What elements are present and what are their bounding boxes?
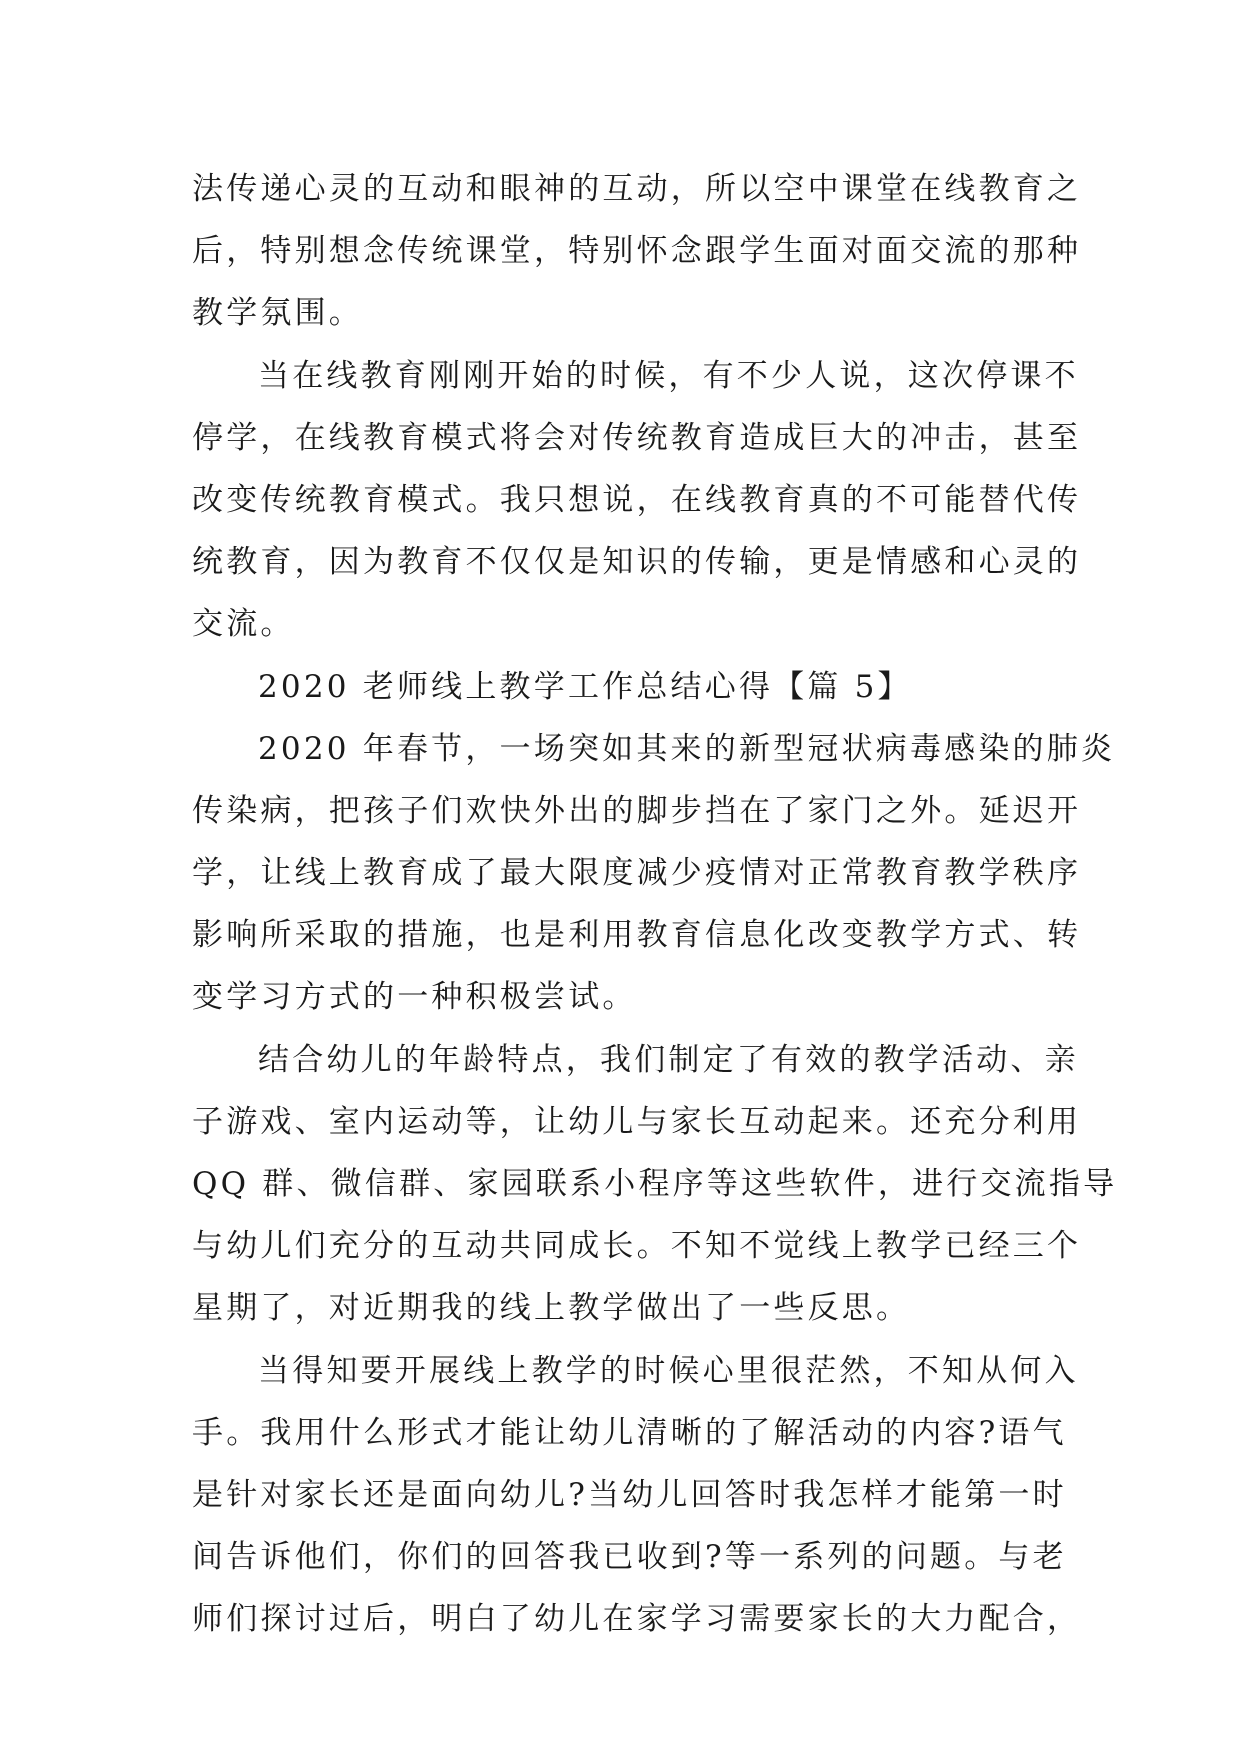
- text-line: 手。我用什么形式才能让幼儿清晰的了解活动的内容?语气: [192, 1414, 1067, 1451]
- text-line: 与幼儿们充分的互动共同成长。不知不觉线上教学已经三个: [192, 1228, 1082, 1265]
- text-line: 师们探讨过后，明白了幼儿在家学习需要家长的大力配合，: [192, 1601, 1082, 1638]
- text-line: 是针对家长还是面向幼儿?当幼儿回答时我怎样才能第一时: [192, 1476, 1067, 1513]
- text-line: 教学氛围。: [192, 295, 363, 332]
- text-line: 传染病，把孩子们欢快外出的脚步挡在了家门之外。延迟开: [192, 792, 1082, 829]
- text-line: 改变传统教育模式。我只想说，在线教育真的不可能替代传: [192, 481, 1082, 518]
- paragraph-start-line: 当得知要开展线上教学的时候心里很茫然，不知从何入: [258, 1352, 1079, 1389]
- text-line: 法传递心灵的互动和眼神的互动，所以空中课堂在线教育之: [192, 171, 1082, 207]
- text-line: QQ 群、微信群、家园联系小程序等这些软件，进行交流指导: [192, 1166, 1118, 1202]
- text-line: 统教育，因为教育不仅仅是知识的传输，更是情感和心灵的: [192, 544, 1082, 581]
- body-text: [192, 158, 1118, 1651]
- text-line: 影响所采取的措施，也是利用教育信息化改变教学方式、转: [192, 917, 1082, 954]
- text-line: 星期了，对近期我的线上教学做出了一些反思。: [192, 1290, 911, 1327]
- text-line: 停学，在线教育模式将会对传统教育造成巨大的冲击，甚至: [192, 419, 1082, 456]
- text-line: 间告诉他们，你们的回答我已收到?等一系列的问题。与老: [192, 1539, 1067, 1576]
- text-line: 交流。: [192, 606, 295, 643]
- paragraph-start-line: 结合幼儿的年龄特点，我们制定了有效的教学活动、亲: [258, 1041, 1079, 1078]
- paragraph-start-line: 2020 年春节，一场突如其来的新型冠状病毒感染的肺炎: [258, 730, 1116, 767]
- text-line: 子游戏、室内运动等，让幼儿与家长互动起来。还充分利用: [192, 1103, 1082, 1140]
- section-heading: 2020 老师线上教学工作总结心得【篇 5】: [258, 668, 912, 705]
- text-line: 后，特别想念传统课堂，特别怀念跟学生面对面交流的那种: [192, 233, 1082, 270]
- text-line: 变学习方式的一种积极尝试。: [192, 979, 637, 1016]
- paragraph-start-line: 当在线教育刚刚开始的时候，有不少人说，这次停课不: [258, 357, 1079, 394]
- text-line: 学，让线上教育成了最大限度减少疫情对正常教育教学秩序: [192, 855, 1082, 892]
